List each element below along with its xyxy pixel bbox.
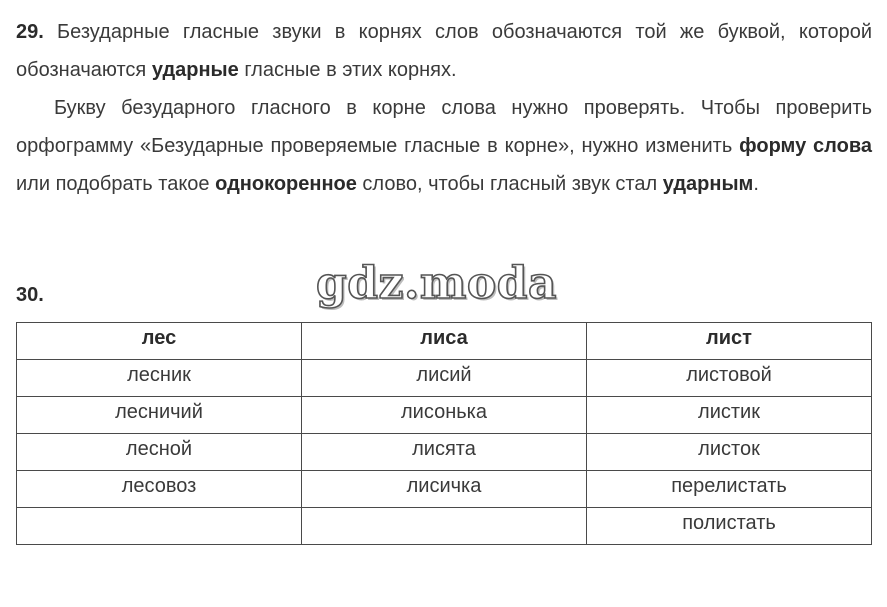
table-cell <box>17 508 302 545</box>
exercise-29-paragraph-2 <box>16 89 872 203</box>
table-row <box>17 360 872 397</box>
text-segment: слово, чтобы гласный звук стал <box>356 173 663 195</box>
watermark-logo: gdz.moda <box>316 258 558 309</box>
table-row <box>17 471 872 508</box>
table-cell: листовой <box>587 360 872 397</box>
table-header-row <box>17 323 872 360</box>
table-row <box>17 434 872 471</box>
text-segment: или подобрать такое <box>16 173 216 195</box>
table-cell: лесной <box>17 434 302 471</box>
table-cell: полистать <box>587 508 872 545</box>
table-row <box>17 397 872 434</box>
word-family-table <box>16 322 872 545</box>
exercise-29-paragraph-1 <box>16 13 872 89</box>
table-cell: лесовоз <box>17 471 302 508</box>
table-header-cell: лес <box>17 323 302 360</box>
text-segment: гласные в этих корнях. <box>238 59 457 81</box>
text-segment: Безударные гласные звуки в корнях слов обозначаются той же буквой, которой обозначаются <box>16 21 872 81</box>
bold-term-udarnym: ударным <box>662 173 754 195</box>
table-cell: лисий <box>302 360 587 397</box>
table-cell: лисята <box>302 434 587 471</box>
table-cell: лесничий <box>17 397 302 434</box>
bold-term-odnokorennoe: однокоренное <box>215 173 357 195</box>
table-cell: перелистать <box>587 471 872 508</box>
table-cell: лисичка <box>302 471 587 508</box>
table-row <box>17 508 872 545</box>
exercise-29-number: 29. <box>16 21 44 43</box>
bold-term-forma-slova: форму слова <box>739 135 872 157</box>
table-cell: листик <box>587 397 872 434</box>
table-cell: лисонька <box>302 397 587 434</box>
table-header-cell: лист <box>587 323 872 360</box>
text-segment: Букву безударного гласного в корне слова нужно проверять. Чтобы проверить орфограмму «Безударные проверяемые гласные в корне», нужно изменить <box>16 97 872 157</box>
table-cell: листок <box>587 434 872 471</box>
table-cell <box>302 508 587 545</box>
text-segment: . <box>753 173 759 195</box>
table-header-cell: лиса <box>302 323 587 360</box>
exercise-30-number: 30. <box>16 284 44 306</box>
bold-term-udarnye: ударные <box>151 59 239 81</box>
table-cell: лесник <box>17 360 302 397</box>
